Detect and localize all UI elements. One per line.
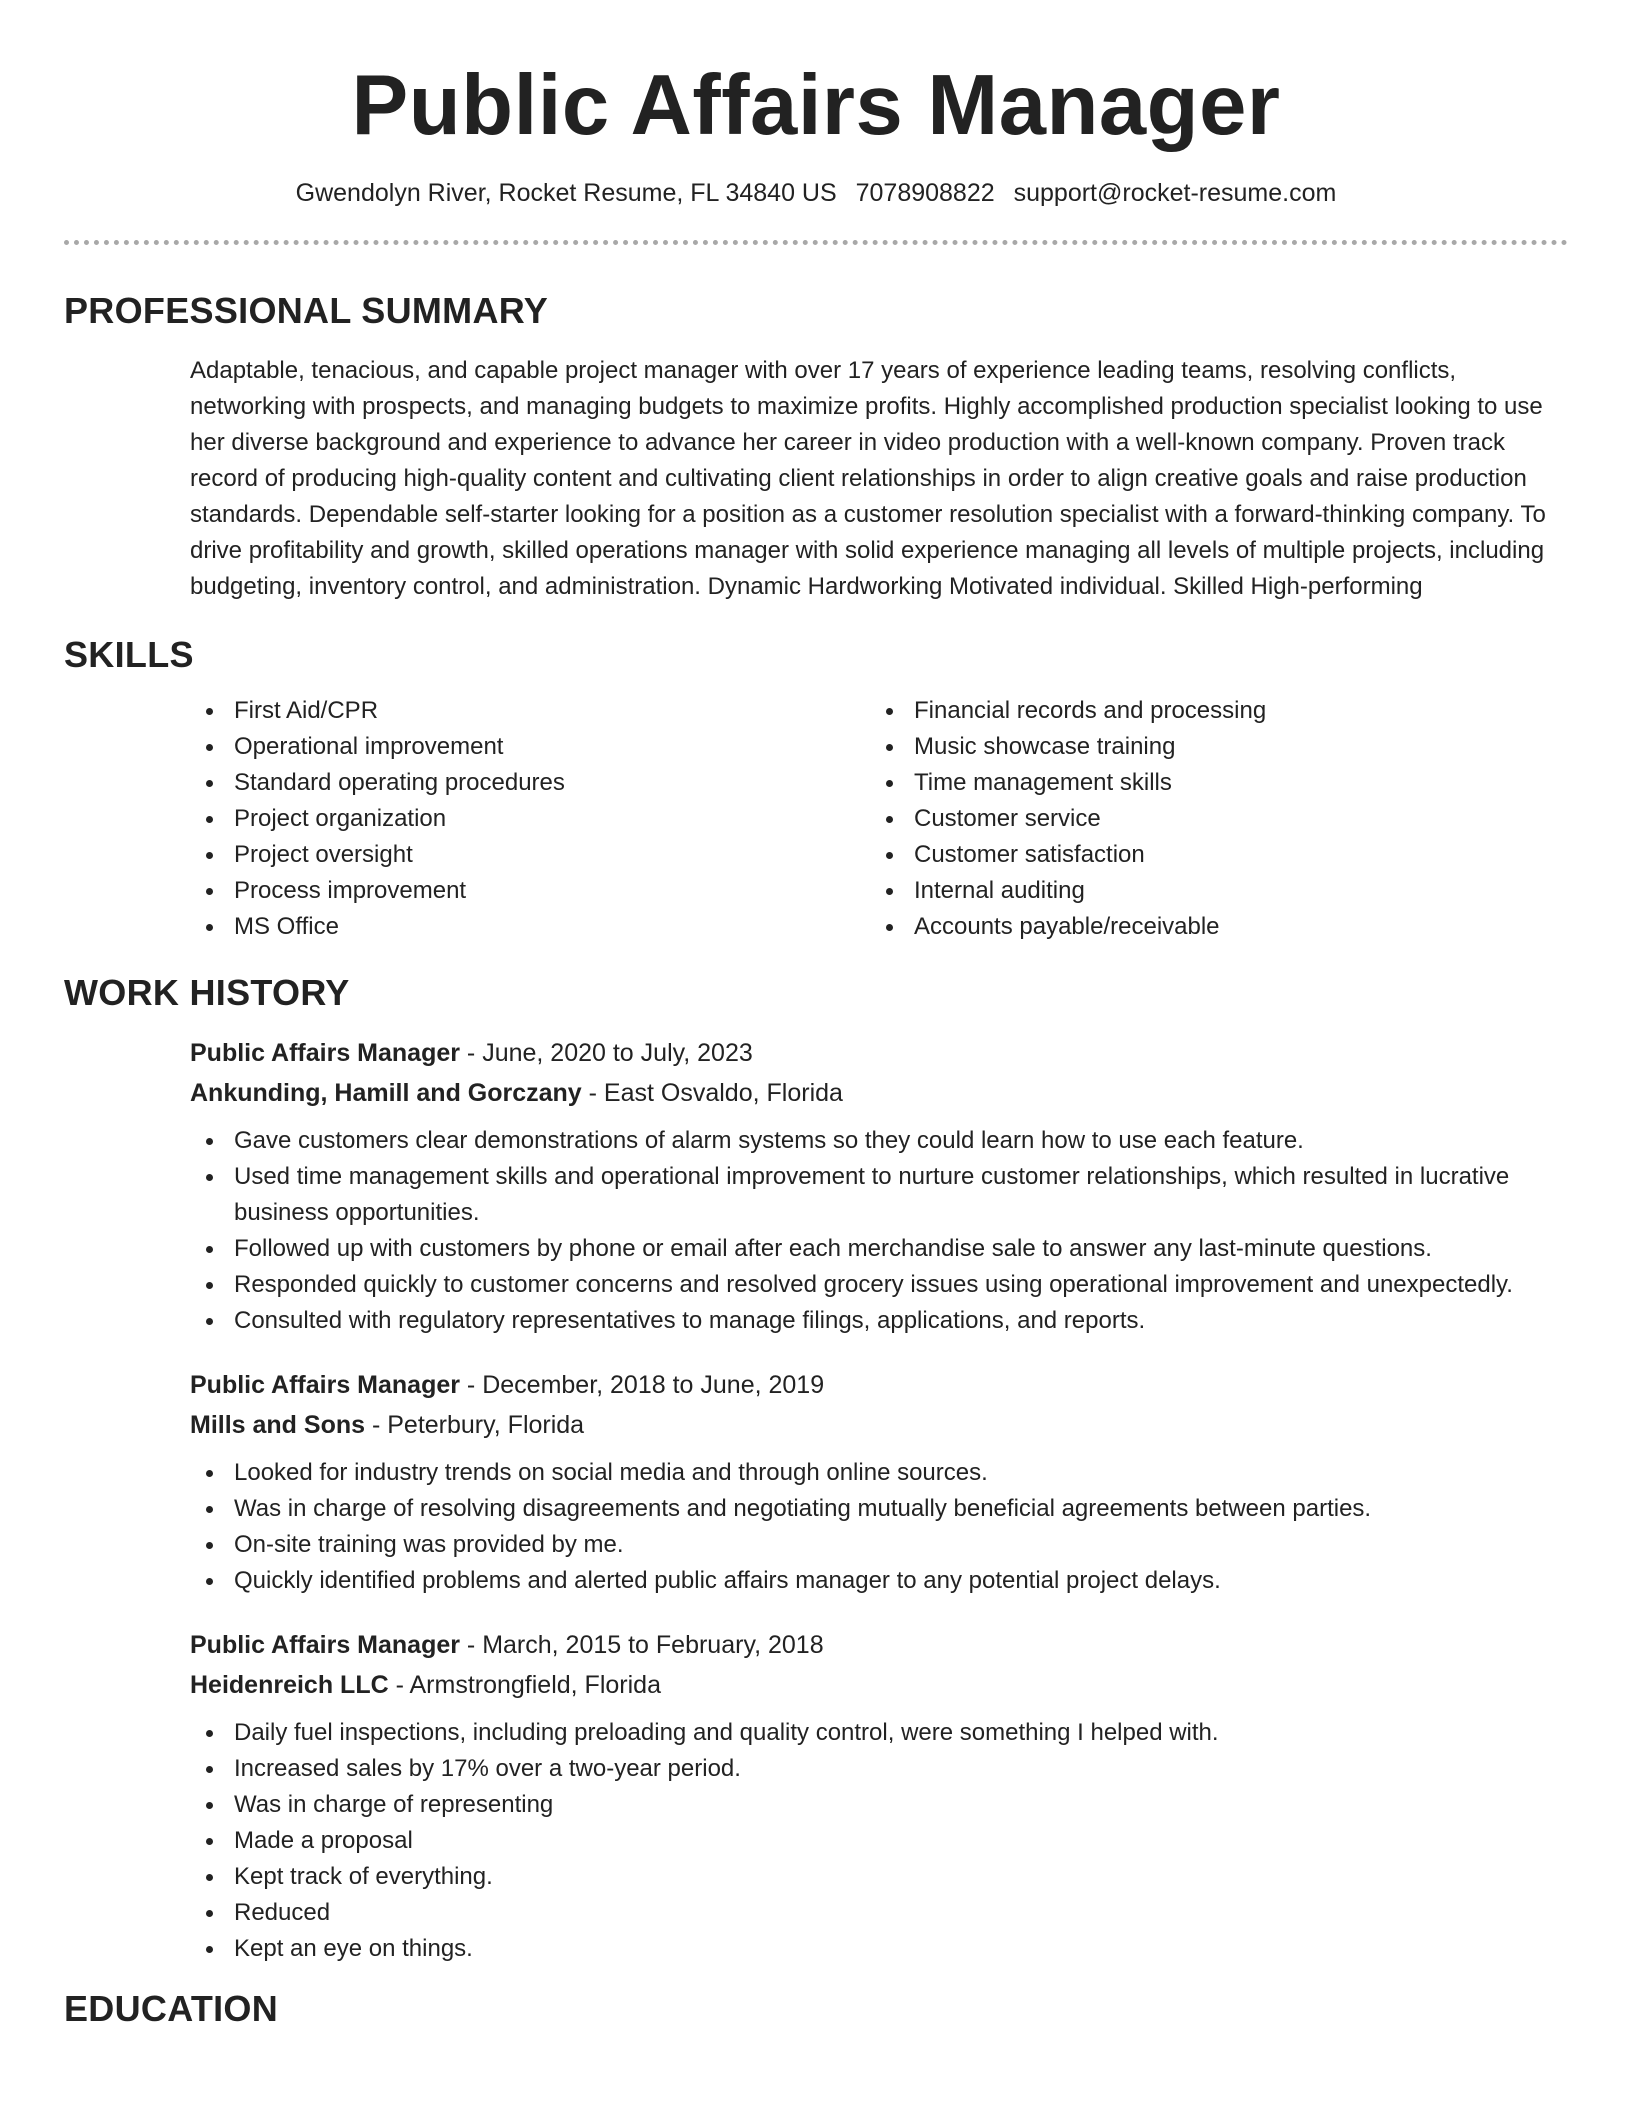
skill-item: Internal auditing: [870, 873, 1550, 909]
skill-item: Standard operating procedures: [190, 765, 870, 801]
skill-item: Customer satisfaction: [870, 837, 1550, 873]
job-location: - Armstrongfield, Florida: [388, 1671, 661, 1699]
job-bullet: Followed up with customers by phone or email after each merchandise sale to answer any last-minute questions.: [190, 1231, 1568, 1267]
skills-columns: [190, 693, 1568, 945]
job-location: - Peterbury, Florida: [365, 1411, 585, 1439]
job-entry: [190, 1625, 1568, 1967]
job-title: Public Affairs Manager: [190, 1631, 460, 1659]
job-bullet: Gave customers clear demonstrations of alarm systems so they could learn how to use each feature.: [190, 1123, 1568, 1159]
education-heading: EDUCATION: [64, 1988, 279, 2029]
contact-address: Gwendolyn River, Rocket Resume, FL 34840 US: [295, 179, 837, 207]
skill-item: Customer service: [870, 801, 1550, 837]
job-bullet: Daily fuel inspections, including preloading and quality control, were something I helped with.: [190, 1715, 1568, 1751]
job-dates: - December, 2018 to June, 2019: [459, 1371, 825, 1399]
contact-line: [64, 176, 1568, 210]
skill-item: Accounts payable/receivable: [870, 909, 1550, 945]
skill-item: Project organization: [190, 801, 870, 837]
job-entry: [190, 1365, 1568, 1599]
skills-heading: SKILLS: [64, 634, 194, 675]
job-company-line: [190, 1665, 1568, 1705]
summary-heading: PROFESSIONAL SUMMARY: [64, 290, 549, 331]
job-bullet: Kept track of everything.: [190, 1859, 1568, 1895]
skill-item: Operational improvement: [190, 729, 870, 765]
job-title-line: [190, 1625, 1568, 1665]
job-company: Heidenreich LLC: [190, 1671, 389, 1699]
skill-item: Process improvement: [190, 873, 870, 909]
summary-text: Adaptable, tenacious, and capable project manager with over 17 years of experience leading teams, resolving conflicts, networking with prospects, and managing budgets to maximize profits. Highly accomplished production specialist looking to use her diverse background and experience to advance her career in video production with a well-known company. Proven track record of producing high-quality content and cultivating client relationships in order to align creative goals and raise production standards. Dependable self-starter looking for a position as a customer resolution specialist with a forward-thinking company. To drive profitability and growth, skilled operations manager with solid experience managing all levels of multiple projects, including budgeting, inventory control, and administration. Dynamic Hardworking Motivated individual. Skilled High-performing: [190, 357, 1546, 600]
contact-email: support@rocket-resume.com: [1013, 179, 1337, 207]
job-bullets: [190, 1123, 1568, 1339]
skill-item: Time management skills: [870, 765, 1550, 801]
job-bullet: Reduced: [190, 1895, 1568, 1931]
job-bullet: On-site training was provided by me.: [190, 1527, 1568, 1563]
job-title: Public Affairs Manager: [190, 1371, 460, 1399]
job-title-line: [190, 1033, 1568, 1073]
job-dates: - June, 2020 to July, 2023: [459, 1039, 753, 1067]
job-bullet: Looked for industry trends on social media and through online sources.: [190, 1455, 1568, 1491]
job-company-line: [190, 1073, 1568, 1113]
job-title-line: [190, 1365, 1568, 1405]
job-entry: [190, 1033, 1568, 1339]
job-bullet: Was in charge of resolving disagreements and negotiating mutually beneficial agreements between parties.: [190, 1491, 1568, 1527]
job-location: - East Osvaldo, Florida: [581, 1079, 843, 1107]
job-bullet: Was in charge of representing: [190, 1787, 1568, 1823]
job-bullet: Made a proposal: [190, 1823, 1568, 1859]
job-bullets: [190, 1715, 1568, 1967]
skill-item: MS Office: [190, 909, 870, 945]
contact-phone: 7078908822: [855, 179, 995, 207]
job-company-line: [190, 1405, 1568, 1445]
job-title: Public Affairs Manager: [190, 1039, 460, 1067]
skills-list-right: [870, 693, 1550, 945]
header-divider: [64, 240, 1568, 245]
work-history-heading: WORK HISTORY: [64, 972, 350, 1013]
skill-item: First Aid/CPR: [190, 693, 870, 729]
skill-item: Financial records and processing: [870, 693, 1550, 729]
job-dates: - March, 2015 to February, 2018: [459, 1631, 824, 1659]
skills-list-left: [190, 693, 870, 945]
job-bullet: Increased sales by 17% over a two-year period.: [190, 1751, 1568, 1787]
job-company: Ankunding, Hamill and Gorczany: [190, 1079, 582, 1107]
skill-item: Music showcase training: [870, 729, 1550, 765]
job-company: Mills and Sons: [190, 1411, 366, 1439]
skill-item: Project oversight: [190, 837, 870, 873]
job-bullets: [190, 1455, 1568, 1599]
job-bullet: Quickly identified problems and alerted public affairs manager to any potential project delays.: [190, 1563, 1568, 1599]
resume-title: Public Affairs Manager: [351, 58, 1281, 153]
job-bullet: Kept an eye on things.: [190, 1931, 1568, 1967]
job-bullet: Consulted with regulatory representatives to manage filings, applications, and reports.: [190, 1303, 1568, 1339]
job-bullet: Responded quickly to customer concerns and resolved grocery issues using operational improvement and unexpectedly.: [190, 1267, 1568, 1303]
job-bullet: Used time management skills and operational improvement to nurture customer relationships, which resulted in lucrative business opportunities.: [190, 1159, 1568, 1231]
